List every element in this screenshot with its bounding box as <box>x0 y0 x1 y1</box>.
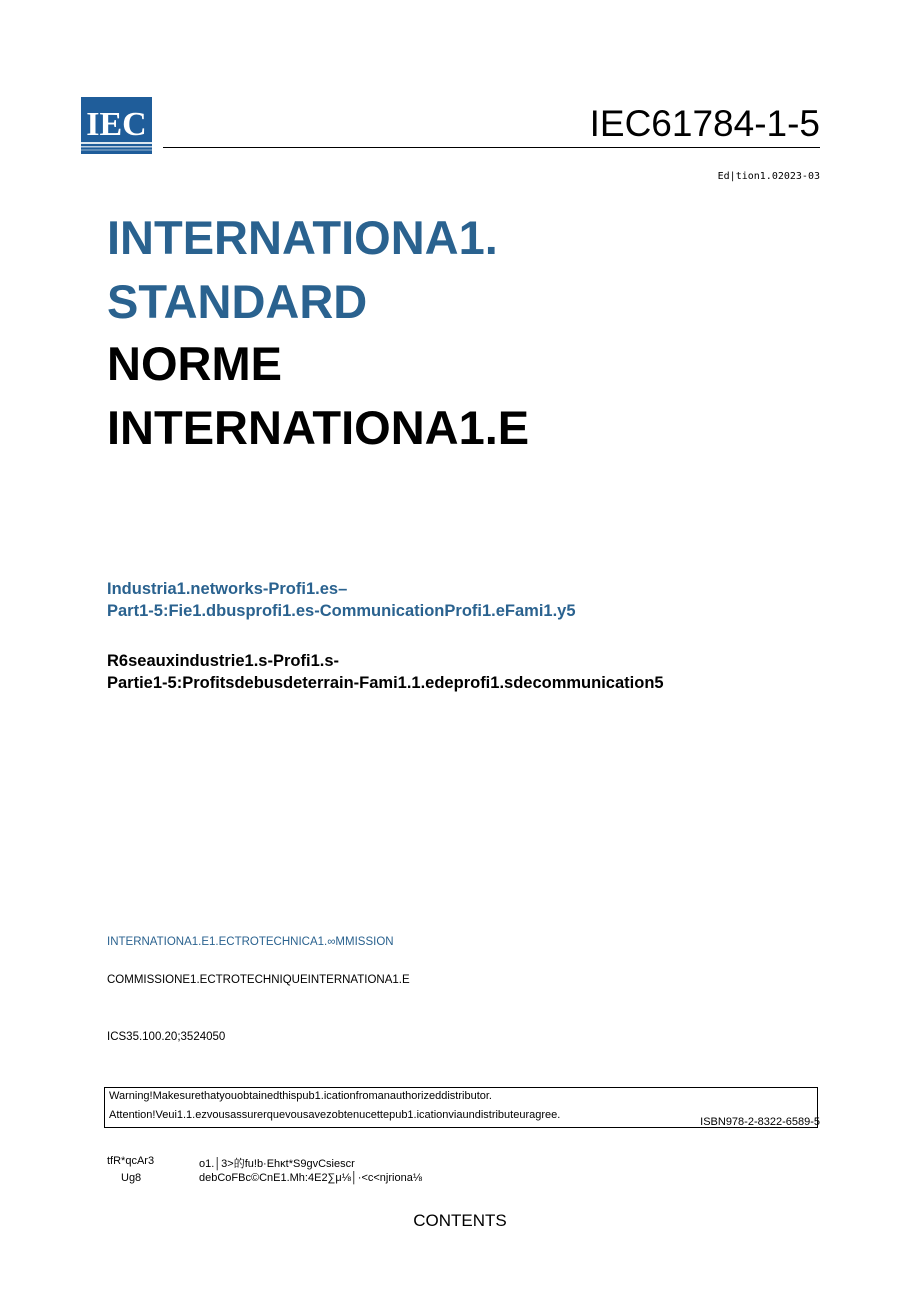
title-fr-line2: INTERNATIONA1.E <box>107 401 530 454</box>
title-french <box>107 336 529 456</box>
subtitle-french <box>107 650 664 694</box>
title-english <box>107 210 498 330</box>
edition-date: Ed|tion1.02023-03 <box>717 171 820 182</box>
standard-number: IEC61784-1-5 <box>589 103 820 144</box>
garbled-row2-right: debCoFBc©CnE1.Mh:4E2∑μ⅛│·<c<njriona⅛ <box>199 1172 422 1184</box>
logo-text: IEC <box>86 106 147 143</box>
iec-logo-icon <box>81 97 152 154</box>
warning-french: Attention!Veui1.1.ezvousassurerquevousavezobtenucettepub1.icationviaundistributeuragree. <box>109 1109 561 1121</box>
subtitle-en-line2: Part1-5:Fie1.dbusprofi1.es-CommunicationProfi1.eFami1.y5 <box>107 602 576 620</box>
title-fr-line1: NORME <box>107 337 282 390</box>
garbled-row1-left: tfR*qcAr3 <box>107 1155 155 1167</box>
isbn: ISBN978-2-8322-6589-5 <box>700 1116 820 1128</box>
subtitle-fr-line1: R6seauxindustrie1.s-Profi1.s- <box>107 652 339 670</box>
header-rule <box>163 147 820 148</box>
garbled-row2-left: Ug8 <box>121 1172 142 1184</box>
title-en-line2: STANDARD <box>107 275 368 328</box>
subtitle-fr-line2: Partie1-5:Profitsdebusdeterrain-Fami1.1.edeprofi1.sdecommunication5 <box>107 674 664 692</box>
ics-code: ICS35.100.20;3524050 <box>107 1031 226 1043</box>
organization-english: INTERNATIONA1.E1.ECTROTECHNICA1.∞MMISSION <box>107 936 394 948</box>
garbled-row1-right: o1.│3>的fu!b·Ehκt*S9gvCsiescr <box>199 1158 355 1170</box>
warning-english: Warning!Makesurethatyouobtainedthispub1.icationfromanauthorizeddistributor. <box>109 1090 492 1102</box>
organization-french: COMMISSIONE1.ECTROTECHNIQUEINTERNATIONA1.E <box>107 974 410 986</box>
subtitle-english <box>107 578 576 622</box>
title-en-line1: INTERNATIONA1. <box>107 211 498 264</box>
contents-heading: CONTENTS <box>413 1211 507 1230</box>
iec-logo <box>81 97 152 154</box>
subtitle-en-line1: Industria1.networks-Profi1.es– <box>107 580 348 598</box>
